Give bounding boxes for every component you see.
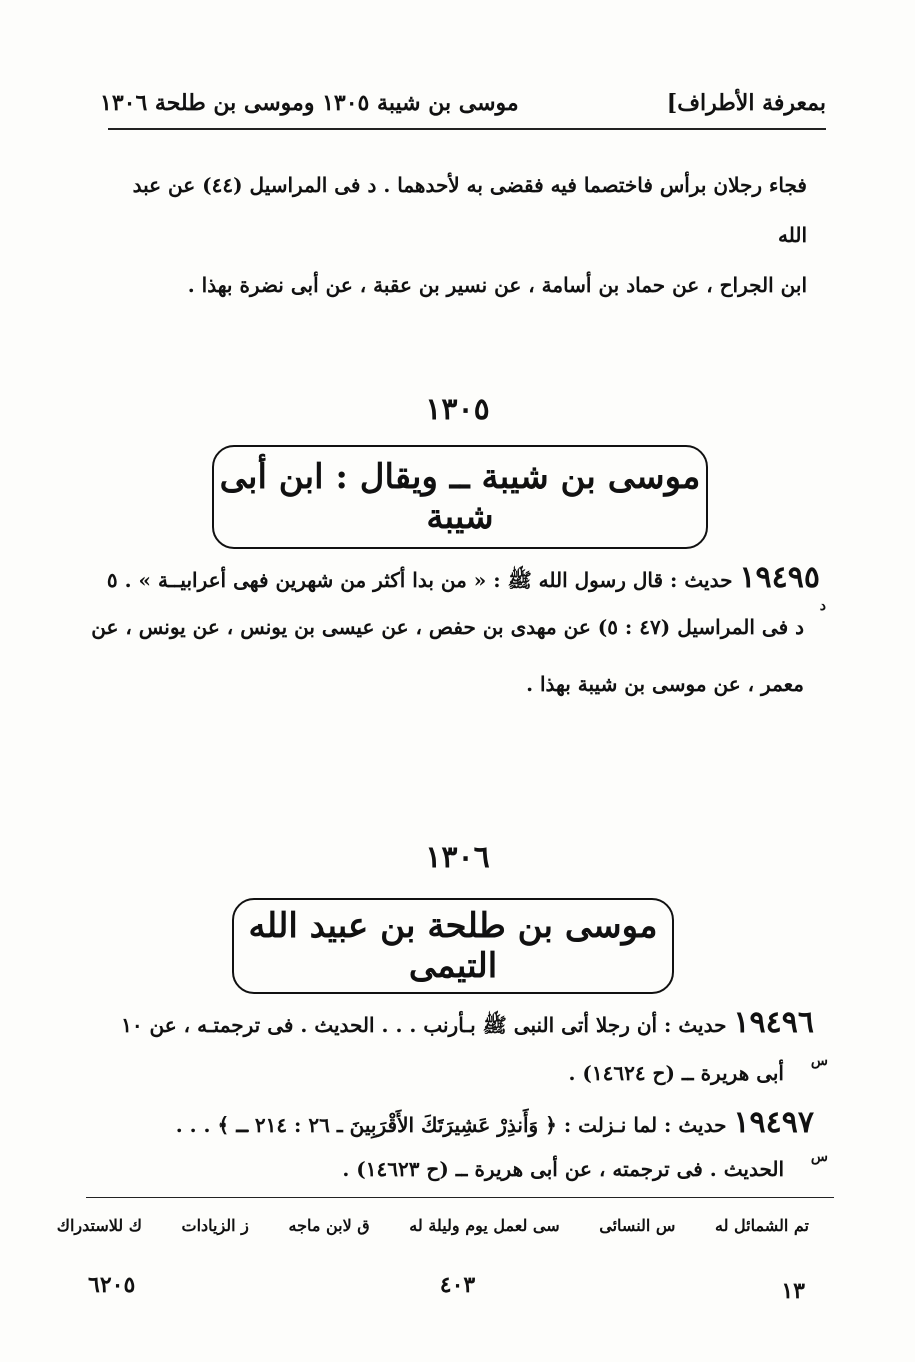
entry-number: ١٩٤٩٥ bbox=[739, 560, 820, 595]
hadith-entry bbox=[60, 1105, 840, 1195]
section-title: موسى بن شيبة ــ ويقال : ابن أبى شيبة bbox=[219, 457, 701, 537]
footnote-rule bbox=[86, 1197, 834, 1198]
siglum-item: س النسائى bbox=[599, 1216, 676, 1235]
entry-siglum: د bbox=[819, 598, 826, 614]
siglum-item: تم الشمائل له bbox=[715, 1216, 809, 1235]
intro-paragraph bbox=[97, 160, 807, 310]
entry-line-1 bbox=[121, 1005, 814, 1042]
entry-siglum: س bbox=[810, 1149, 828, 1165]
entry-line-2: د فى المراسيل (٤٧ : ٥) عن مهدى بن حفص ، عن عيسى بن يونس ، عن يونس ، عن bbox=[91, 615, 804, 639]
hadith-entry bbox=[60, 1005, 840, 1095]
entry-number: ١٩٤٩٧ bbox=[733, 1105, 814, 1140]
intro-line-2: ابن الجراح ، عن حماد بن أسامة ، عن نسير بن عقبة ، عن أبى نضرة بهذا . bbox=[187, 273, 807, 297]
page-number-right: ١٣ bbox=[781, 1278, 805, 1304]
page-number-left: ٦٢٠٥ bbox=[88, 1272, 136, 1298]
siglum-item: ز الزيادات bbox=[181, 1216, 249, 1235]
entry-text-1: حديث : أن رجلا أتى النبى ﷺ بـأرنب . . . الحديث . فى ترجمتـه ، عن ١٠ bbox=[121, 1013, 727, 1037]
siglum-item: ك للاستدراك bbox=[56, 1216, 142, 1235]
intro-line-1: فجاء رجلان برأس فاختصما فيه فقضى به لأحدهما . د فى المراسيل (٤٤) عن عبد الله bbox=[132, 173, 807, 247]
entry-text-1: حديث : قال رسول الله ﷺ : « من بدا أكثر من شهرين فهى أعرابيــة » . ٥ bbox=[106, 568, 733, 592]
entry-text-1: حديث : لما نـزلت : ﴿ وَأَنذِرْ عَشِيرَتَكَ الأَقْرَبِينَ ـ ٢٦ : ٢١٤ ـ ﴾ . . . bbox=[175, 1113, 727, 1137]
entry-number: ١٩٤٩٦ bbox=[733, 1005, 814, 1040]
section-title-box bbox=[232, 898, 674, 994]
siglum-item: ق لابن ماجه bbox=[288, 1216, 370, 1235]
header-rule bbox=[108, 128, 826, 130]
entry-line-2: أبى هريرة ــ (ح ١٤٦٢٤) . bbox=[568, 1061, 784, 1085]
header-center-title: موسى بن شيبة ١٣٠٥ وموسى بن طلحة ١٣٠٦ bbox=[100, 90, 519, 116]
entry-siglum: س bbox=[810, 1053, 828, 1069]
siglum-item: سى لعمل يوم وليلة له bbox=[409, 1216, 560, 1235]
sigla-key bbox=[23, 1216, 809, 1235]
hadith-entry bbox=[80, 560, 840, 710]
entry-line-1 bbox=[176, 1105, 814, 1140]
section-number-1305: ١٣٠٥ bbox=[425, 392, 490, 427]
entry-line-3: معمر ، عن موسى بن شيبة بهذا . bbox=[526, 672, 804, 696]
section-number-1306: ١٣٠٦ bbox=[425, 840, 490, 875]
entry-line-1 bbox=[107, 560, 820, 597]
running-header bbox=[100, 82, 826, 122]
section-title: موسى بن طلحة بن عبيد الله التيمى bbox=[248, 906, 658, 986]
page-number-center: ٤٠٣ bbox=[439, 1272, 476, 1298]
section-title-box bbox=[212, 445, 708, 549]
header-right-title: بمعرفة الأطراف] bbox=[666, 90, 826, 116]
entry-line-2: الحديث . فى ترجمته ، عن أبى هريرة ــ (ح ١٤٦٢٣) . bbox=[342, 1157, 784, 1181]
